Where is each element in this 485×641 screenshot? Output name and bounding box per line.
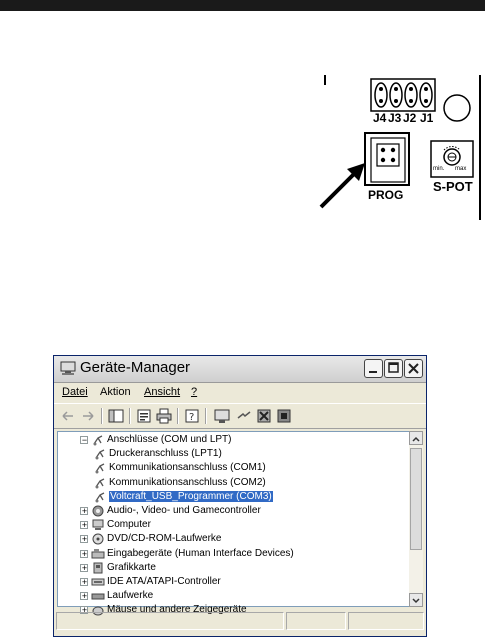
jumper-label-j4: J4 <box>373 111 387 125</box>
tree-row[interactable] <box>94 447 388 461</box>
tree-row[interactable] <box>80 518 388 532</box>
expand-button[interactable]: + <box>81 520 88 531</box>
title-bar[interactable] <box>54 356 426 383</box>
uninstall-icon[interactable] <box>256 408 272 424</box>
min-label: min. <box>433 166 445 172</box>
tree-row[interactable] <box>80 532 388 546</box>
toolbar <box>54 403 426 429</box>
port-icon <box>94 491 106 503</box>
tree-item-label: Voltcraft_USB_Programmer (COM3) <box>110 490 272 502</box>
scroll-down-button[interactable] <box>409 593 423 607</box>
tree-row[interactable] <box>80 547 388 561</box>
tree-item-label: Anschlüsse (COM und LPT) <box>107 434 232 445</box>
tree-item-label: Mäuse und andere Zeigegeräte <box>107 604 247 616</box>
tree-item-label: Eingabegeräte (Human Interface Devices) <box>107 547 294 559</box>
jumper-label-j2: J2 <box>403 111 417 125</box>
tree-item-label: Kommunikationsanschluss (COM1) <box>109 462 266 474</box>
round-component <box>444 95 470 121</box>
computer-icon <box>92 519 104 531</box>
toolbar-separator <box>177 408 179 424</box>
tree-item-label: Grafikkarte <box>107 561 156 573</box>
tree-item-label: Computer <box>107 519 151 531</box>
help-icon[interactable] <box>184 408 200 424</box>
jumper-j1 <box>420 83 432 107</box>
toolbar-separator <box>205 408 207 424</box>
device-manager-window <box>53 355 427 637</box>
tree-row[interactable] <box>80 504 388 518</box>
maximize-button[interactable] <box>384 359 403 378</box>
disable-icon[interactable] <box>276 408 292 424</box>
max-label: max <box>455 166 467 172</box>
tree-row[interactable] <box>94 461 388 475</box>
expand-button[interactable]: + <box>81 506 88 516</box>
tree-item-label: Audio-, Video- und Gamecontroller <box>107 505 261 516</box>
jumper-j2 <box>405 83 417 107</box>
scan-hardware-icon[interactable] <box>214 408 230 424</box>
maximize-icon <box>385 360 402 377</box>
jumper-j3 <box>390 83 402 107</box>
show-hide-tree-icon[interactable] <box>108 408 124 424</box>
menu-help[interactable]: ? <box>191 386 198 398</box>
collapse-button[interactable]: − <box>81 435 88 445</box>
tree-row[interactable] <box>94 490 388 504</box>
minimize-icon <box>365 360 382 377</box>
board-diagram <box>307 75 485 220</box>
back-arrow-icon[interactable] <box>60 408 76 424</box>
expand-button[interactable]: + <box>81 548 88 559</box>
port-icon <box>94 477 106 489</box>
menu-datei[interactable]: Datei <box>62 386 88 398</box>
tree-item-label: DVD/CD-ROM-Laufwerke <box>107 533 222 545</box>
display-adapter-icon <box>92 562 104 574</box>
vertical-scrollbar[interactable] <box>409 431 423 607</box>
prog-label: PROG <box>368 188 404 202</box>
toolbar-separator <box>129 408 131 424</box>
close-button[interactable] <box>404 359 423 378</box>
chevron-up-icon <box>410 433 422 445</box>
pointer-arrow <box>321 171 357 207</box>
update-driver-icon[interactable] <box>236 408 252 424</box>
expand-button[interactable]: + <box>81 562 88 573</box>
spot-label: S-POT <box>433 179 473 194</box>
scroll-up-button[interactable] <box>409 431 423 445</box>
tree-row[interactable] <box>80 561 388 575</box>
tree-item-label: Kommunikationsanschluss (COM2) <box>109 476 266 488</box>
tree-item-label: IDE ATA/ATAPI-Controller <box>107 576 221 587</box>
menu-ansicht[interactable]: Ansicht <box>144 386 181 398</box>
tree-row[interactable] <box>80 575 388 589</box>
toolbar-separator <box>101 408 103 424</box>
svg-text:?: ? <box>189 412 195 423</box>
speaker-icon <box>92 505 104 517</box>
print-icon[interactable] <box>156 408 172 424</box>
prog-connector <box>365 133 409 185</box>
keyboard-icon <box>92 548 104 560</box>
menu-bar <box>54 383 426 403</box>
forward-arrow-icon[interactable] <box>80 408 96 424</box>
minimize-button[interactable] <box>364 359 383 378</box>
drive-icon <box>92 590 104 602</box>
port-icon <box>94 462 106 474</box>
disc-drive-icon <box>92 533 104 545</box>
expand-button[interactable]: + <box>81 534 88 545</box>
computer-monitor-icon <box>60 361 76 375</box>
tree-row[interactable] <box>80 433 388 447</box>
chevron-down-icon <box>410 595 422 607</box>
expand-button[interactable]: + <box>81 591 88 602</box>
expand-button[interactable]: + <box>81 605 88 616</box>
status-cell <box>56 612 284 630</box>
tree-row[interactable] <box>80 589 388 603</box>
menu-aktion[interactable]: Aktion <box>100 386 131 398</box>
port-icon <box>92 434 104 446</box>
port-icon <box>94 448 106 460</box>
ide-controller-icon <box>92 576 104 588</box>
device-tree <box>57 431 411 616</box>
properties-icon[interactable] <box>136 408 152 424</box>
status-cell <box>286 612 346 630</box>
tree-item-label: Druckeranschluss (LPT1) <box>109 448 222 460</box>
status-bar <box>56 612 424 632</box>
jumper-label-j1: J1 <box>420 111 434 125</box>
scroll-thumb[interactable] <box>410 448 422 550</box>
expand-button[interactable]: + <box>81 577 88 587</box>
jumper-label-j3: J3 <box>388 111 402 125</box>
tree-row[interactable] <box>94 476 388 490</box>
close-icon <box>405 360 422 377</box>
jumper-j4 <box>375 83 387 107</box>
window-title: Geräte-Manager <box>80 359 191 376</box>
status-cell <box>348 612 424 630</box>
tree-item-label: Laufwerke <box>107 590 154 602</box>
top-bar <box>0 0 485 11</box>
